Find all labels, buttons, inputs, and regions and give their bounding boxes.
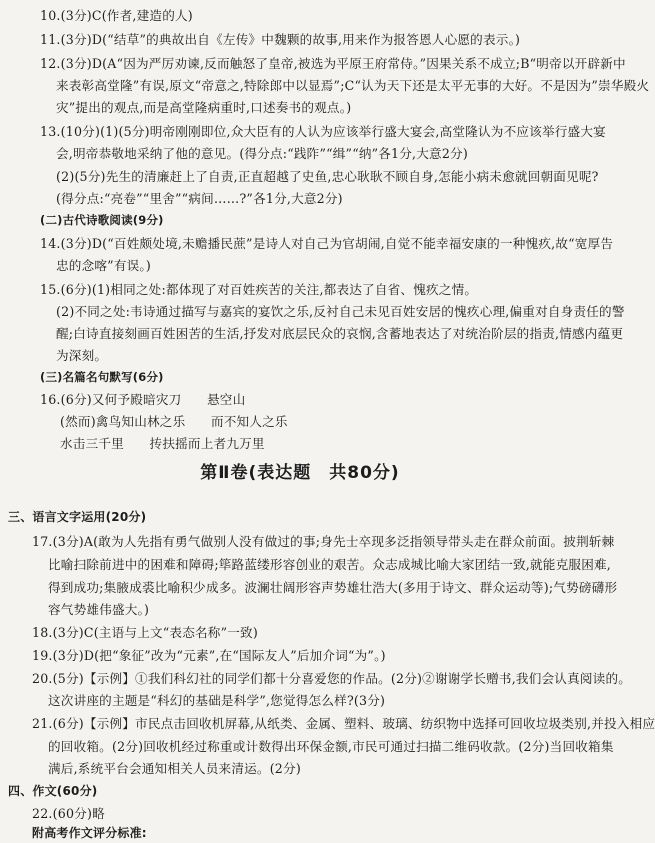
answer-line: 比喻扫除前进中的困难和障碍;筚路蓝缕形容创业的艰苦。众志成城比喻大家团结一致,就能克服困难, bbox=[48, 557, 611, 572]
section-heading: 三、语言文字运用(20分) bbox=[8, 510, 147, 524]
answer-line: 忠的念喀”有误。) bbox=[56, 258, 152, 273]
answer-line: 10.(3分)C(作者,建造的人) bbox=[40, 8, 193, 23]
answer-line: 来表彰高堂隆”有误,原文“帝意之,特除郎中以显焉”;C“认为天下还是太平无事的大好。不是因为”崇华殿火 bbox=[56, 78, 650, 93]
answer-line: (然而)禽鸟知山林之乐 而不知人之乐 bbox=[60, 414, 288, 429]
answer-line: 11.(3分)D(“结草”的典故出自《左传》中魏颗的故事,用来作为报答恩人心愿的表示。) bbox=[40, 32, 521, 47]
section-title: 第Ⅱ卷(表达题 共80分) bbox=[200, 463, 400, 483]
answer-line: 13.(10分)(1)(5分)明帝刚刚即位,众大臣有的人认为应该举行盛大宴会,高堂隆认为不应该举行盛大宴 bbox=[40, 124, 606, 139]
answer-line: 这次讲座的主题是“科幻的基础是科学”,您觉得怎么样?(3分) bbox=[48, 693, 386, 708]
answer-line: 水击三千里 抟扶摇而上者九万里 bbox=[60, 436, 265, 451]
answer-line: 12.(3分)D(A“因为严厉劝谏,反而触怒了皇帝,被选为平原王府常侍。”因果关系不成立;B“明帝以开辟新中 bbox=[40, 56, 626, 71]
answer-line: 14.(3分)D(“百姓颇处境,未赡播民蔗”是诗人对自己为官胡闹,自觉不能幸福安康的一种愧疚,故“宽厚告 bbox=[40, 236, 614, 251]
answer-line: 15.(6分)(1)相同之处:都体现了对百姓疾苦的关注,都表达了自省、愧疚之情。 bbox=[40, 282, 478, 297]
answer-line: 22.(60分)略 bbox=[32, 806, 105, 821]
answer-line: (得分点:“亮卷”“里舍”“病间……?”各1分,大意2分) bbox=[56, 191, 343, 206]
answer-line: 17.(3分)A(敢为人先指有勇气做别人没有做过的事;身先士卒现多泛指领导带头走在群众前面。披荆斩棘 bbox=[32, 534, 615, 549]
answer-line: 灾”提出的观点,而是高堂隆病重时,口述奏书的观点。) bbox=[56, 100, 352, 115]
answer-line: 18.(3分)C(主语与上文“表态名称”一致) bbox=[32, 625, 258, 640]
answer-line: 21.(6分)【示例】市民点击回收机屏幕,从纸类、金属、塑料、玻璃、纺织物中选择可回收垃圾类别,并投入相应 bbox=[32, 716, 655, 731]
section-subheading: (二)古代诗歌阅读(9分) bbox=[40, 213, 164, 227]
answer-line: 20.(5分)【示例】①我们科幻社的同学们都十分喜爱您的作品。(2分)②谢谢学长赠书,我们会认真阅读的。 bbox=[32, 671, 632, 686]
answer-line: 醒;白诗直接刻画百姓困苦的生活,抒发对底层民众的哀悯,含蓄地表达了对统治阶层的指责,情感内蕴更 bbox=[56, 326, 624, 341]
answer-line: 会,明帝恭敬地采纳了他的意见。(得分点:“践阼”“缉”“纳”各1分,大意2分) bbox=[56, 146, 468, 161]
answer-line: 得到成功;集腋成裘比喻积少成多。波澜壮阔形容声势雄壮浩大(多用于诗文、群众运动等);气势磅礴形 bbox=[48, 580, 618, 595]
answer-line: 容气势雄伟盛大。) bbox=[48, 602, 150, 617]
answer-line: 16.(6分)又何予殿暗灾刀 悬空山 bbox=[40, 392, 246, 407]
answer-line: (2)(5分)先生的清廉赶上了自责,正直超越了史鱼,忠心耿耿不顾自身,怎能小病未愈就回朝面见呢? bbox=[56, 169, 599, 184]
answer-line: 满后,系统平台会通知相关人员来清运。(2分) bbox=[48, 761, 301, 776]
answer-line: (2)不同之处:韦诗通过描写与嘉宾的宴饮之乐,反衬自己未见百姓安居的愧疚心理,偏重对自身责任的警 bbox=[56, 304, 625, 319]
answer-line: 的回收箱。(2分)回收机经过称重或计数得出环保金额,市民可通过扫描二维码收款。(2分)当回收箱集 bbox=[48, 739, 614, 754]
answer-line: 19.(3分)D(把“象征”改为“元素”,在“国际友人”后加介词“为”。) bbox=[32, 648, 386, 663]
section-subheading: (三)名篇名句默写(6分) bbox=[40, 370, 164, 384]
section-heading: 四、作文(60分) bbox=[8, 784, 98, 798]
answer-line: 为深刻。 bbox=[56, 348, 108, 363]
section-heading: 附高考作文评分标准: bbox=[32, 826, 147, 840]
